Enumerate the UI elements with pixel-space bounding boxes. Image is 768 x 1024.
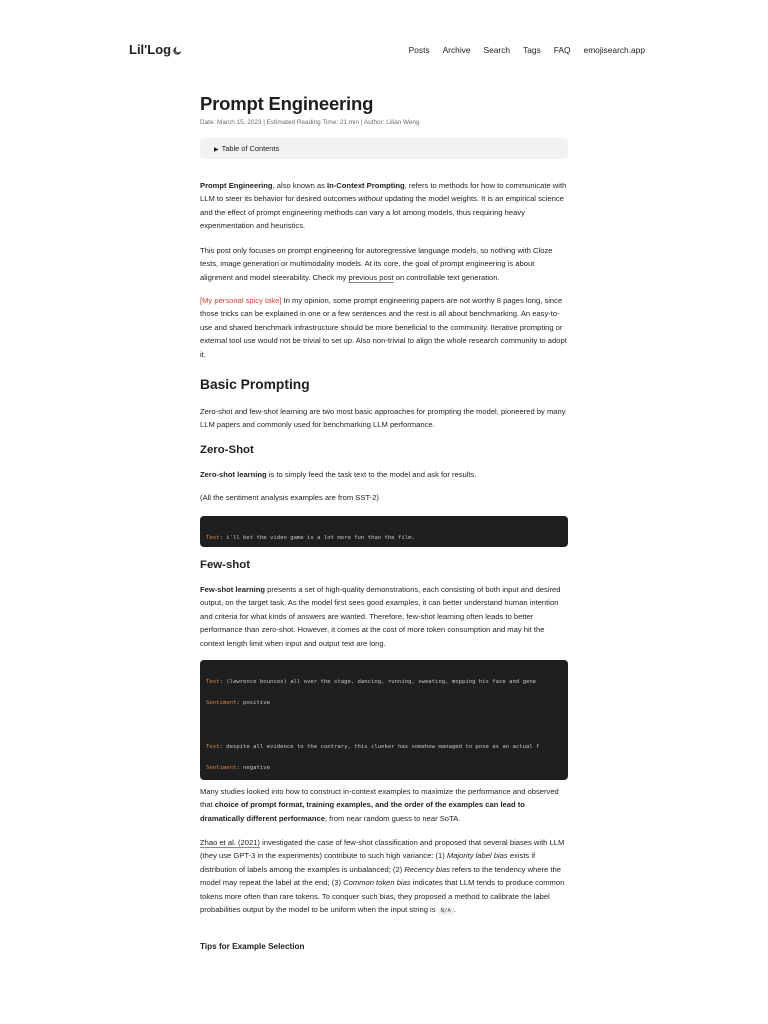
- text: exists if distribution of labels among the examples is unbalanced; (2): [200, 851, 536, 874]
- toc-label: Table of Contents: [221, 144, 280, 153]
- format-paragraph: [200, 785, 568, 825]
- code-key: Sentiment: [206, 765, 237, 772]
- spicy-take-label: [My personal spicy take]: [200, 296, 282, 305]
- site-header: [0, 40, 768, 64]
- code-key: Sentiment: [206, 700, 237, 707]
- text: , refers to methods for how to communicate with LLM to steer its behavior for desired outcomes: [200, 181, 567, 204]
- intro-paragraph-2: [200, 244, 568, 284]
- main-nav: [409, 45, 645, 55]
- text: .: [453, 905, 456, 915]
- term-zero-shot: Zero-shot learning: [200, 470, 267, 479]
- code-line: [206, 743, 562, 752]
- code-line: [206, 764, 562, 773]
- emphasis: Recency bias: [404, 864, 450, 874]
- emphasis-bold: choice of prompt format, training examples, and the order of the examples can lead to dramatically different performance: [200, 800, 525, 823]
- text: presents a set of high-quality demonstrations, each consisting of both input and desired output, on the target task. As the model first sees good examples, it can better understand human intention and criteria for what kinds of answers are wanted. Therefore, few-shot learning often leads to better performance than zero-shot. However, it comes at the cost of more token consumption and may hit the context length limit when input and output text are long.: [200, 585, 561, 648]
- basic-paragraph: Zero-shot and few-shot learning are two most basic approaches for prompting the model, pioneered by many LLM papers and commonly used for benchmarking LLM performance.: [200, 407, 566, 430]
- heading-basic-prompting: Basic Prompting: [200, 377, 310, 392]
- few-shot-paragraph: [200, 583, 568, 650]
- site-logo[interactable]: Lil'Log: [129, 42, 172, 57]
- emphasis: without: [358, 194, 383, 204]
- code-block-few-shot[interactable]: [200, 660, 568, 780]
- heading-tips-example-selection: Tips for Example Selection: [200, 942, 305, 951]
- text: on controllable text generation.: [393, 272, 500, 282]
- nav-search[interactable]: Search: [483, 45, 511, 55]
- nav-tags[interactable]: Tags: [523, 45, 541, 55]
- table-of-contents[interactable]: [200, 138, 568, 159]
- intro-paragraph-1: [200, 179, 568, 233]
- text: This post only focuses on prompt engineering for autoregressive language models, so nothing with Cloze tests, image generation or multimodality models. At its core, the goal of prompt engineering is about alignment and model steerability. Check my: [200, 246, 553, 282]
- text: updating the model weights. It is an empirical science and the effect of prompt engineering methods can vary a lot among models, thus requiring heavy experimentation and heuristics.: [200, 194, 564, 231]
- sst2-note: (All the sentiment analysis examples are from SST-2): [200, 493, 379, 502]
- code-key: Text: [206, 743, 220, 750]
- nav-emojisearch[interactable]: emojisearch.app: [583, 45, 645, 55]
- moon-icon[interactable]: [172, 46, 182, 56]
- code-line: [206, 678, 562, 687]
- intro-paragraph-3: [200, 294, 568, 361]
- inline-code-na: N/A: [438, 907, 454, 915]
- heading-few-shot: Few-shot: [200, 559, 250, 571]
- code-line: [206, 699, 562, 708]
- term-few-shot: Few-shot learning: [200, 585, 265, 594]
- code-value: : despite all evidence to the contrary, this clunker has somehow managed to pose as an actual f: [219, 743, 540, 750]
- nav-posts[interactable]: Posts: [408, 45, 430, 55]
- zero-shot-paragraph: [200, 468, 568, 481]
- post-meta: Date: March 15, 2023 | Estimated Reading Time: 21 min | Author: Lilian Weng: [200, 119, 420, 126]
- text: is to simply feed the task text to the model and ask for results.: [266, 470, 477, 479]
- nav-archive[interactable]: Archive: [442, 45, 471, 55]
- toc-toggle[interactable]: [214, 144, 279, 153]
- emphasis: Common token bias: [343, 878, 411, 888]
- term-in-context-prompting: In-Context Prompting: [327, 181, 405, 190]
- code-key: Text: [206, 535, 220, 541]
- text: refers to the tendency where the model may repeat the label at the end; (3): [200, 864, 561, 888]
- zhao-2021-link[interactable]: Zhao et al. (2021): [200, 838, 260, 847]
- term-prompt-engineering: Prompt Engineering: [200, 181, 273, 190]
- code-value: : positive: [236, 700, 270, 707]
- code-line: [206, 534, 562, 543]
- caret-right-icon: ▶: [214, 147, 219, 153]
- zhao-paragraph: [200, 836, 568, 918]
- text: , also known as: [272, 181, 328, 190]
- code-block-zero-shot[interactable]: [200, 516, 568, 547]
- text: Many studies looked into how to construct in-context examples to maximize the performance and observed that: [200, 787, 559, 810]
- previous-post-link[interactable]: previous post: [348, 272, 394, 282]
- text: In my opinion, some prompt engineering papers are not worthy 8 pages long, since those tricks can be explained in one or a few sentences and the rest is all about benchmarking. An easy-to-use and shared benchmark infrastructure should be more beneficial to the community. Iterative prompting or external tool use would not be trivial to set up. Also non-trivial to align the whole research community to adopt it.: [200, 296, 567, 359]
- page-title: Prompt Engineering: [200, 93, 374, 114]
- code-value: : (lawrence bounces) all over the stage, dancing, running, sweating, mopping his face and gene: [219, 679, 537, 685]
- nav-faq[interactable]: FAQ: [553, 45, 571, 55]
- code-value: : i'll bet the video game is a lot more fun than the film.: [219, 535, 415, 541]
- code-key: Text: [206, 679, 220, 685]
- text: investigated the case of few-shot classification and proposed that several biases with LLM (they use GPT-3 in the experiments) contribute to such high variance: (1): [200, 838, 565, 861]
- heading-zero-shot: Zero-Shot: [200, 444, 254, 456]
- post-header: [200, 92, 568, 126]
- text: indicates that LLM tends to produce common tokens more often than rare tokens. To conquer such bias, they proposed a method to calibrate the label probabilities output by the model to be uniform when the input string is: [200, 878, 565, 915]
- code-value: : negative: [236, 765, 270, 772]
- emphasis: Majority label bias: [446, 851, 508, 861]
- text: , from near random guess to near SoTA.: [324, 813, 461, 823]
